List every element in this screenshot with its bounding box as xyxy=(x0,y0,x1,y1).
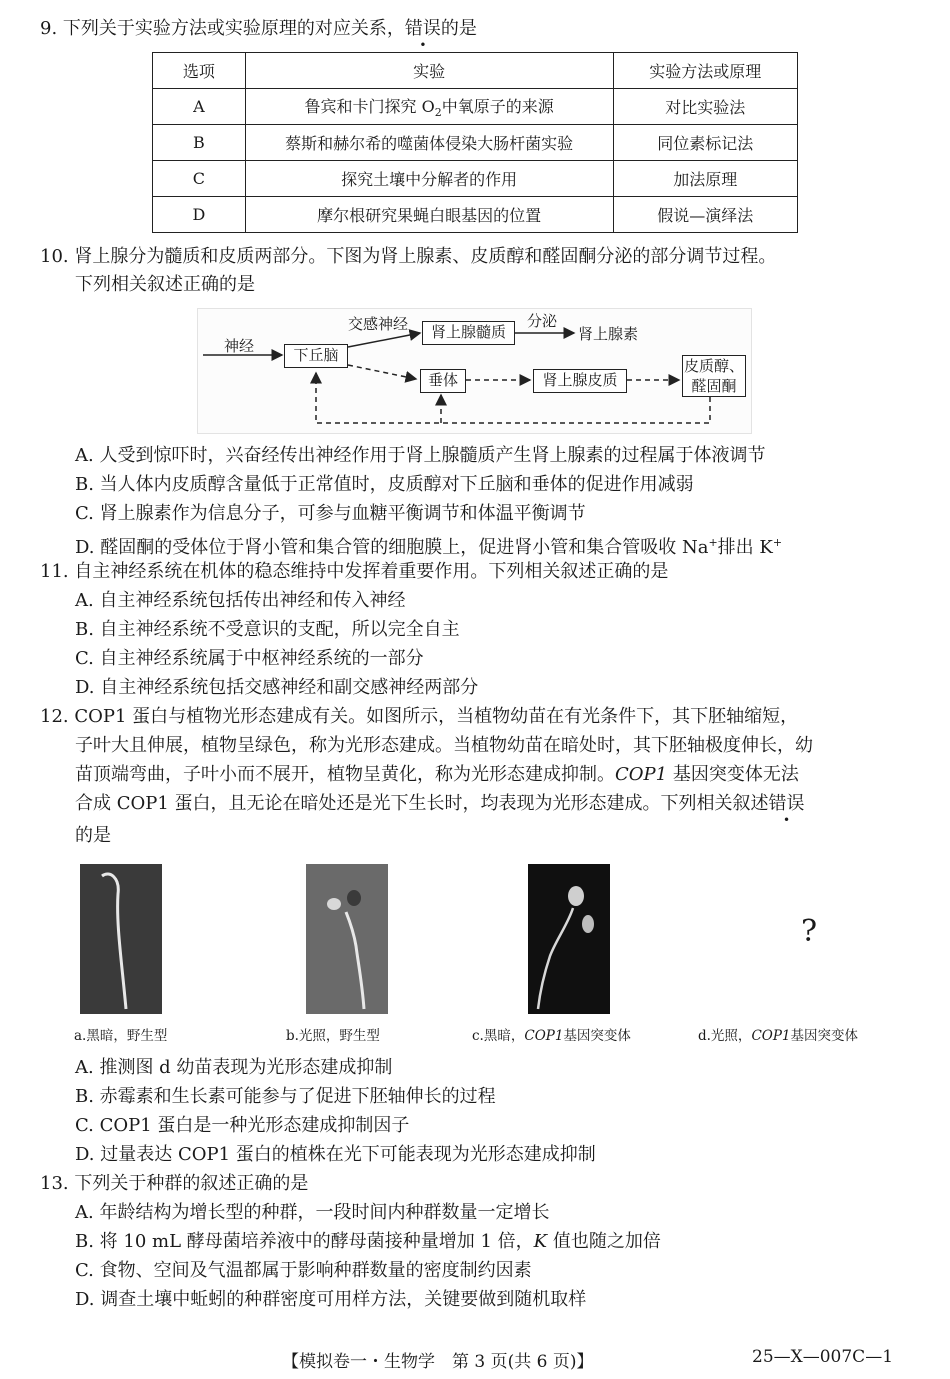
q12-stem-line5: 的是 xyxy=(75,825,111,846)
q11-option-a: A. 自主神经系统包括传出神经和传入神经 xyxy=(75,590,406,611)
mutant-seedling-image xyxy=(528,864,610,1014)
q9-stem: 9. 下列关于实验方法或实验原理的对应关系，错误的是 xyxy=(40,18,477,39)
photo-b-light-wildtype xyxy=(306,864,388,1014)
method-cell: 假说—演绎法 xyxy=(613,197,797,233)
method-cell: 加法原理 xyxy=(613,161,797,197)
experiment-cell: 摩尔根研究果蝇白眼基因的位置 xyxy=(245,197,613,233)
photo-a-dark-wildtype xyxy=(80,864,162,1014)
q12-stem-line2: 子叶大且伸展，植物呈绿色，称为光形态建成。当植物幼苗在暗处时，其下胚轴极度伸长，幼 xyxy=(75,735,813,756)
question-mark: ? xyxy=(801,914,818,949)
adrenaline-label: 肾上腺素 xyxy=(578,325,639,343)
nerve-label: 神经 xyxy=(224,337,255,355)
cortisol-label: 皮质醇、 xyxy=(683,357,744,375)
sympathetic-label: 交感神经 xyxy=(348,315,409,333)
option-cell: A xyxy=(153,89,246,125)
cortisol-aldosterone-box xyxy=(682,355,746,397)
caption-b: b.光照，野生型 xyxy=(286,1028,380,1044)
q12-stem-line3: 苗顶端弯曲，子叶小而不展开，植物呈黄化，称为光形态建成抑制。COP1 基因突变体无法 xyxy=(75,764,799,785)
option-cell: D xyxy=(153,197,246,233)
header-cell: 实验方法或原理 xyxy=(613,53,797,89)
table-row xyxy=(153,89,798,125)
option-cell: C xyxy=(153,161,246,197)
table-row xyxy=(153,197,798,233)
q12-option-c: C. COP1 蛋白是一种光形态建成抑制因子 xyxy=(75,1115,410,1136)
method-cell: 对比实验法 xyxy=(613,89,797,125)
q12-stem-line4: 合成 COP1 蛋白，且无论在暗处还是光下生长时，均表现为光形态建成。下列相关叙述错误 xyxy=(75,793,805,814)
q10-stem-line2: 下列相关叙述正确的是 xyxy=(75,274,255,295)
q10-option-a: A. 人受到惊吓时，兴奋经传出神经作用于肾上腺髓质产生肾上腺素的过程属于体液调节 xyxy=(75,445,766,466)
q12-option-d: D. 过量表达 COP1 蛋白的植株在光下可能表现为光形态建成抑制 xyxy=(75,1144,596,1165)
deetiolated-seedling-image xyxy=(306,864,388,1014)
secrete-label: 分泌 xyxy=(527,312,558,330)
q12-option-b: B. 赤霉素和生长素可能参与了促进下胚轴伸长的过程 xyxy=(75,1086,496,1107)
caption-c: c.黑暗，COP1基因突变体 xyxy=(472,1028,631,1044)
experiment-cell: 探究土壤中分解者的作用 xyxy=(245,161,613,197)
experiment-cell: 蔡斯和赫尔希的噬菌体侵染大肠杆菌实验 xyxy=(245,125,613,161)
q10-option-d: D. 醛固酮的受体位于肾小管和集合管的细胞膜上，促进肾小管和集合管吸收 Na+排出 K+ xyxy=(75,536,783,558)
q13-stem: 13. 下列关于种群的叙述正确的是 xyxy=(40,1173,309,1194)
caption-a: a.黑暗，野生型 xyxy=(74,1028,168,1044)
method-cell: 同位素标记法 xyxy=(613,125,797,161)
pituitary-box: 垂体 xyxy=(420,369,466,393)
adrenal-medulla-box: 肾上腺髓质 xyxy=(422,321,515,345)
q13-option-a: A. 年龄结构为增长型的种群，一段时间内种群数量一定增长 xyxy=(75,1202,550,1223)
adrenal-cortex-box: 肾上腺皮质 xyxy=(533,369,627,393)
q9-table xyxy=(152,52,798,233)
experiment-cell: 鲁宾和卡门探究 $O_2$中氧原子的来源 xyxy=(245,89,613,125)
q11-option-b: B. 自主神经系统不受意识的支配，所以完全自主 xyxy=(75,619,460,640)
sympathetic-arrow xyxy=(348,333,420,347)
q10-option-c: C. 肾上腺素作为信息分子，可参与血糖平衡调节和体温平衡调节 xyxy=(75,503,586,524)
option-cell: B xyxy=(153,125,246,161)
q11-option-c: C. 自主神经系统属于中枢神经系统的一部分 xyxy=(75,648,424,669)
header-cell: 实验 xyxy=(245,53,613,89)
hypothalamus-box: 下丘脑 xyxy=(284,344,348,368)
q12-stem-line1: 12. COP1 蛋白与植物光形态建成有关。如图所示，当植物幼苗在有光条件下，其下胚轴缩短， xyxy=(40,706,799,727)
caption-d: d.光照，COP1基因突变体 xyxy=(698,1028,859,1044)
hypothalamus-pituitary-arrow xyxy=(348,365,416,379)
table-header-row xyxy=(153,53,798,89)
aldosterone-label: 醛固酮 xyxy=(691,377,737,395)
etiolated-seedling-image xyxy=(80,864,162,1014)
q13-option-c: C. 食物、空间及气温都属于影响种群数量的密度制约因素 xyxy=(75,1260,532,1281)
q10-stem-line1: 10. 肾上腺分为髓质和皮质两部分。下图为肾上腺素、皮质醇和醛固酮分泌的部分调节过程。 xyxy=(40,246,777,267)
table-row xyxy=(153,161,798,197)
table-row xyxy=(153,125,798,161)
photo-c-dark-cop1-mutant xyxy=(528,864,610,1014)
q13-option-b: B. 将 10 mL 酵母菌培养液中的酵母菌接种量增加 1 倍，K 值也随之加倍 xyxy=(75,1231,661,1252)
header-cell: 选项 xyxy=(153,53,246,89)
q13-option-d: D. 调查土壤中蚯蚓的种群密度可用样方法，关键要做到随机取样 xyxy=(75,1289,587,1310)
q10-option-b: B. 当人体内皮质醇含量低于正常值时，皮质醇对下丘脑和垂体的促进作用减弱 xyxy=(75,474,694,495)
q11-stem: 11. 自主神经系统在机体的稳态维持中发挥着重要作用。下列相关叙述正确的是 xyxy=(40,561,669,582)
q12-option-a: A. 推测图 d 幼苗表现为光形态建成抑制 xyxy=(75,1057,393,1078)
paper-code: 25—X—007C—1 xyxy=(752,1347,894,1367)
page-footer-title: 【模拟卷一・生物学 第 3 页(共 6 页)】 xyxy=(282,1352,594,1372)
q10-regulation-diagram xyxy=(197,308,752,434)
q11-option-d: D. 自主神经系统包括交感神经和副交感神经两部分 xyxy=(75,677,479,698)
